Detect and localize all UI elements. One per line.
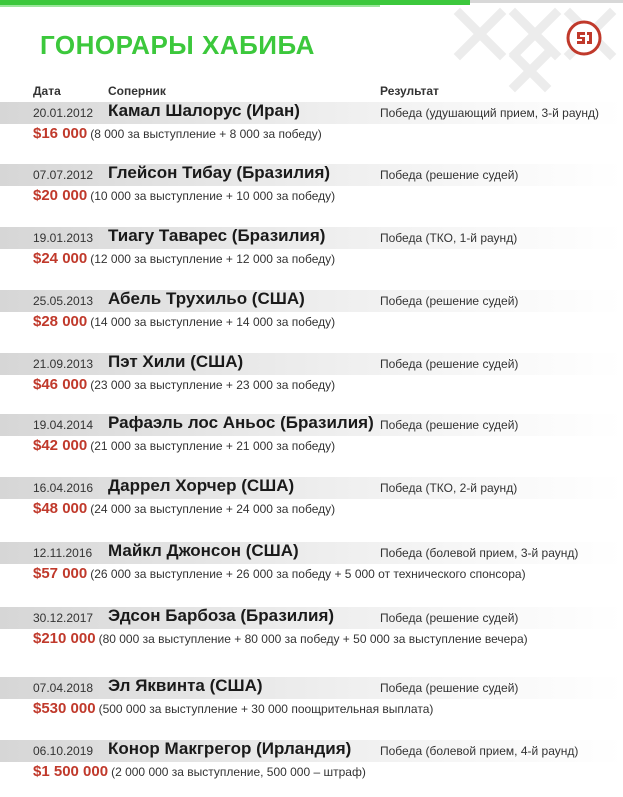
row-band	[0, 353, 623, 375]
fee-details: (23 000 за выступление + 23 000 за победу)	[90, 378, 336, 392]
top-stripe-gray	[470, 0, 623, 3]
fight-result: Победа (удушающий прием, 3-й раунд)	[380, 106, 599, 120]
fee-details: (2 000 000 за выступление, 500 000 – штраф)	[111, 765, 366, 779]
fight-date: 07.04.2018	[33, 681, 94, 695]
fee-amount: $48 000	[33, 500, 88, 517]
fight-opponent: Эл Яквинта (США)	[108, 676, 263, 695]
fight-date: 16.04.2016	[33, 481, 94, 495]
fee-line	[33, 125, 322, 143]
fee-amount: $46 000	[33, 376, 88, 393]
fight-entry	[0, 102, 623, 150]
fee-line	[33, 250, 335, 268]
top-stripe	[0, 0, 623, 8]
fee-line	[33, 763, 366, 781]
fee-line	[33, 376, 335, 394]
fight-opponent: Тиагу Таварес (Бразилия)	[108, 226, 326, 245]
fight-date: 20.01.2012	[33, 106, 94, 120]
fight-entry	[0, 740, 623, 788]
fight-result: Победа (ТКО, 2-й раунд)	[380, 481, 518, 495]
fight-entry	[0, 164, 623, 212]
row-band	[0, 477, 623, 499]
fight-result: Победа (болевой прием, 4-й раунд)	[380, 744, 579, 758]
fee-amount: $42 000	[33, 437, 88, 454]
fee-details: (10 000 за выступление + 10 000 за победу)	[90, 189, 336, 203]
fee-details: (21 000 за выступление + 21 000 за победу)	[90, 439, 336, 453]
fee-details: (24 000 за выступление + 24 000 за победу)	[90, 502, 336, 516]
fight-opponent: Даррел Хорчер (США)	[108, 476, 295, 495]
fee-details: (80 000 за выступление + 80 000 за победу + 50 000 за выступление вечера)	[98, 632, 528, 646]
fight-opponent: Майкл Джонсон (США)	[108, 541, 299, 560]
fee-amount: $57 000	[33, 565, 88, 582]
fight-result: Победа (решение судей)	[380, 294, 519, 308]
fight-date: 06.10.2019	[33, 744, 94, 758]
fight-opponent: Рафаэль лос Аньос (Бразилия)	[108, 413, 374, 432]
fight-result: Победа (решение судей)	[380, 168, 519, 182]
fee-amount: $16 000	[33, 125, 88, 142]
fee-line	[33, 437, 335, 455]
fee-line	[33, 313, 335, 331]
fight-result: Победа (болевой прием, 3-й раунд)	[380, 546, 579, 560]
column-header-opponent: Соперник	[108, 84, 166, 98]
fight-result: Победа (ТКО, 1-й раунд)	[380, 231, 518, 245]
fee-details: (14 000 за выступление + 14 000 за победу)	[90, 315, 336, 329]
fight-date: 19.04.2014	[33, 418, 94, 432]
fight-entry	[0, 227, 623, 275]
fight-entry	[0, 542, 623, 590]
fee-amount: $210 000	[33, 630, 96, 647]
fee-amount: $24 000	[33, 250, 88, 267]
fight-opponent: Камал Шалорус (Иран)	[108, 101, 300, 120]
fight-opponent: Конор Макгрегор (Ирландия)	[108, 739, 352, 758]
fee-amount: $530 000	[33, 700, 96, 717]
fee-details: (500 000 за выступление + 30 000 поощрительная выплата)	[98, 702, 434, 716]
fee-amount: $28 000	[33, 313, 88, 330]
fight-date: 21.09.2013	[33, 357, 94, 371]
column-header-result: Результат	[380, 84, 439, 98]
fight-opponent: Пэт Хили (США)	[108, 352, 244, 371]
fight-result: Победа (решение судей)	[380, 357, 519, 371]
fight-entry	[0, 677, 623, 725]
fight-entry	[0, 414, 623, 462]
fee-details: (8 000 за выступление + 8 000 за победу)	[90, 127, 322, 141]
fight-result: Победа (решение судей)	[380, 418, 519, 432]
fight-result: Победа (решение судей)	[380, 681, 519, 695]
fight-entry	[0, 477, 623, 525]
fight-entry	[0, 353, 623, 401]
fight-date: 25.05.2013	[33, 294, 94, 308]
fight-date: 12.11.2016	[33, 546, 93, 560]
fee-amount: $1 500 000	[33, 763, 109, 780]
fight-date: 19.01.2013	[33, 231, 94, 245]
fee-line	[33, 187, 335, 205]
fight-opponent: Эдсон Барбоза (Бразилия)	[108, 606, 335, 625]
top-stripe-accent	[0, 5, 380, 7]
fight-entry	[0, 607, 623, 655]
fight-opponent: Глейсон Тибау (Бразилия)	[108, 163, 331, 182]
fee-details: (26 000 за выступление + 26 000 за победу + 5 000 от технического спонсора)	[90, 567, 526, 581]
column-header-date: Дата	[33, 84, 61, 98]
fee-line	[33, 565, 526, 583]
fight-date: 30.12.2017	[33, 611, 94, 625]
sports-ru-logo-icon	[566, 20, 602, 56]
fee-line	[33, 630, 528, 648]
row-band	[0, 290, 623, 312]
fight-opponent: Абель Трухильо (США)	[108, 289, 305, 308]
fight-result: Победа (решение судей)	[380, 611, 519, 625]
fee-line	[33, 500, 335, 518]
fee-amount: $20 000	[33, 187, 88, 204]
fight-entry	[0, 290, 623, 338]
fee-line	[33, 700, 433, 718]
fight-date: 07.07.2012	[33, 168, 94, 182]
fee-details: (12 000 за выступление + 12 000 за победу)	[90, 252, 336, 266]
page-title: ГОНОРАРЫ ХАБИБА	[40, 30, 315, 60]
row-band	[0, 677, 623, 699]
